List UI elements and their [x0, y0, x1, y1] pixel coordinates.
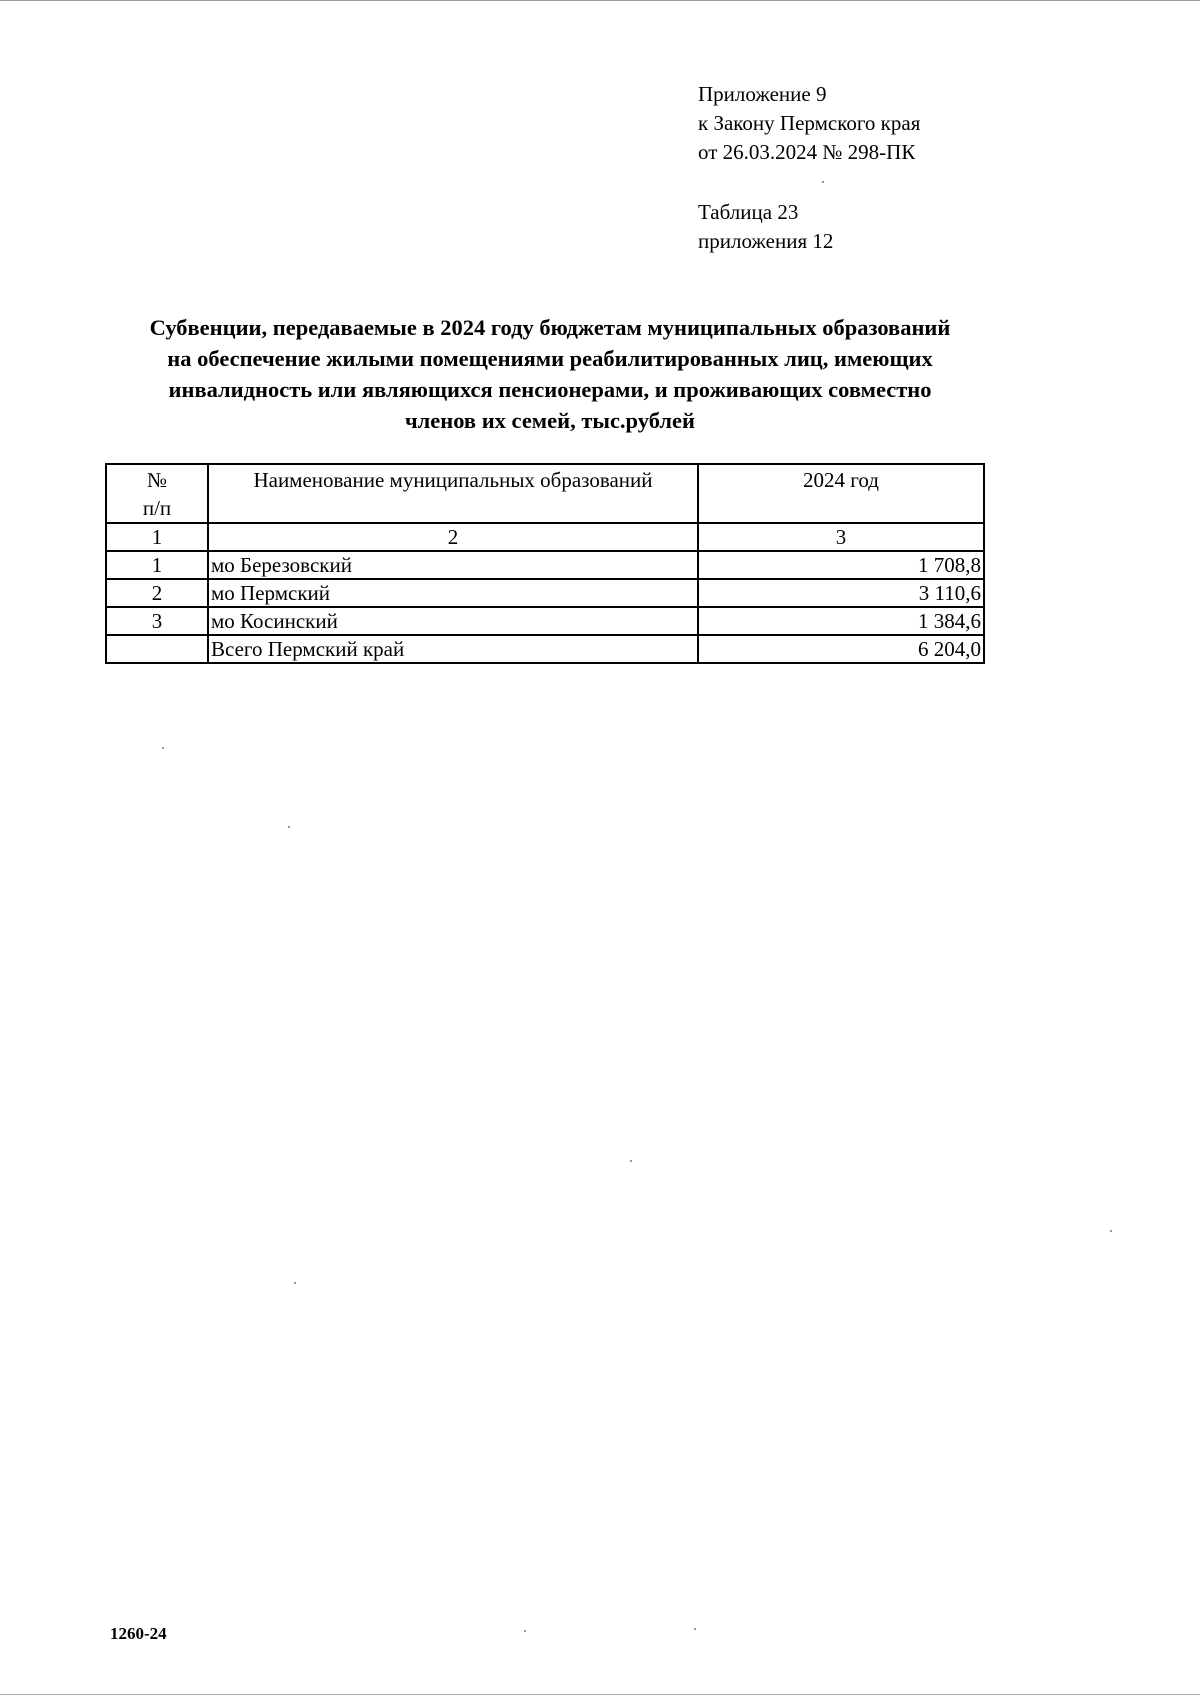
row-name: мо Пермский: [208, 579, 698, 607]
row-value: 1 384,6: [698, 607, 984, 635]
title-line: на обеспечение жилыми помещениями реабилитированных лиц, имеющих: [167, 346, 933, 371]
document-title: [100, 312, 1000, 436]
table-row: [106, 551, 984, 579]
title-line: инвалидность или являющихся пенсионерами, и проживающих совместно: [168, 377, 932, 402]
row-value: 3 110,6: [698, 579, 984, 607]
appendix-header: [698, 80, 920, 256]
row-name: мо Косинский: [208, 607, 698, 635]
table-row: [106, 579, 984, 607]
appendix-number: Приложение 9: [698, 82, 827, 106]
law-date-number: от 26.03.2024 № 298-ПК: [698, 140, 916, 164]
title-line: членов их семей, тыс.рублей: [404, 408, 695, 433]
header-name: Наименование муниципальных образований: [208, 464, 698, 523]
row-num: 1: [106, 551, 208, 579]
header-year: 2024 год: [698, 464, 984, 523]
column-number-row: [106, 523, 984, 551]
scan-border-bottom: [0, 1694, 1200, 1695]
table-appendix-reference: приложения 12: [698, 229, 834, 253]
total-value: 6 204,0: [698, 635, 984, 663]
table-reference: Таблица 23: [698, 200, 799, 224]
row-num: 2: [106, 579, 208, 607]
table-header-row: [106, 464, 984, 523]
row-name: мо Березовский: [208, 551, 698, 579]
column-number: 1: [106, 523, 208, 551]
column-number: 3: [698, 523, 984, 551]
total-name: Всего Пермский край: [208, 635, 698, 663]
row-num: 3: [106, 607, 208, 635]
header-num: № п/п: [106, 464, 208, 523]
row-value: 1 708,8: [698, 551, 984, 579]
law-reference: к Закону Пермского края: [698, 111, 921, 135]
title-line: Субвенции, передаваемые в 2024 году бюджетам муниципальных образований: [149, 315, 951, 340]
total-num: [106, 635, 208, 663]
table-row: [106, 607, 984, 635]
column-number: 2: [208, 523, 698, 551]
document-code: 1260-24: [110, 1624, 167, 1643]
scan-border-top: [0, 0, 1200, 1]
subventions-table: [105, 463, 985, 664]
total-row: [106, 635, 984, 663]
